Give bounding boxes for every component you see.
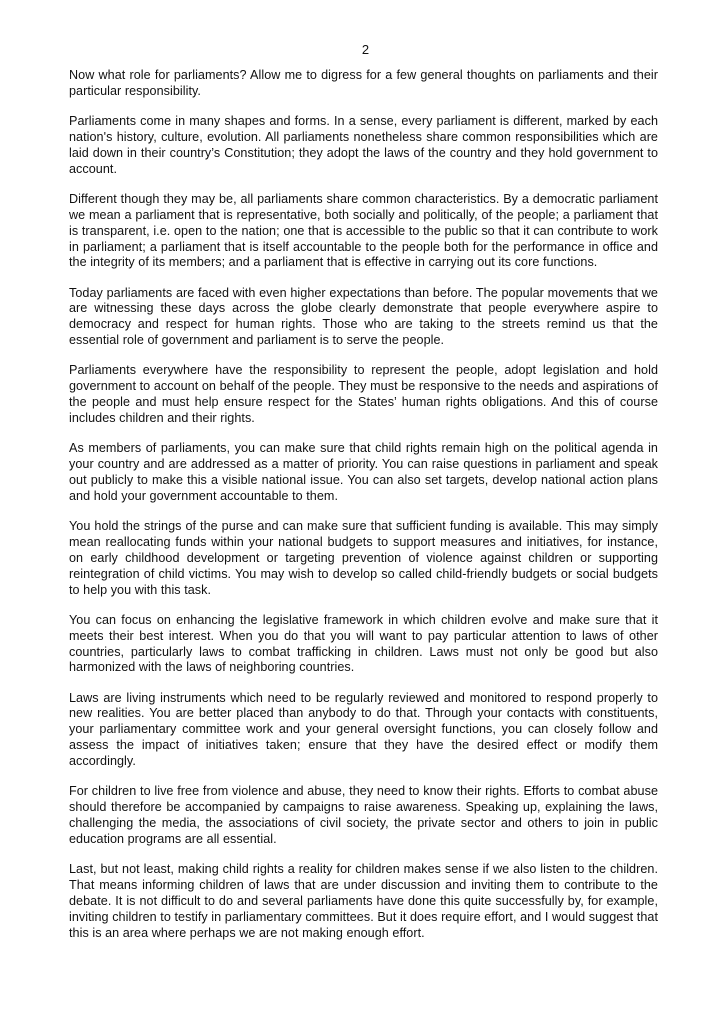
page-number: 2 (361, 42, 370, 57)
paragraph-common-characteristics: Different though they may be, all parliaments share common characteristics. By a democratic parliament we mean a parliament that is representative, both socially and politically, of the people; a parliament that is transparent, i.e. open to the nation; one that is accessible to the public so that it can contribute to work in parliament; a parliament that is itself accountable to the people both for the performance in office and the integrity of its members; and a parliament that is effective in carrying out its core functions. (69, 191, 658, 270)
paragraph-awareness: For children to live free from violence and abuse, they need to know their rights. Efforts to combat abuse should therefore be accompanied by campaigns to raise awareness. Speaking up, explaining the laws, challenging the media, the associations of civil society, the private sector and others to join in public education programs are all essential. (69, 784, 658, 846)
paragraph-higher-expectations: Today parliaments are faced with even higher expectations than before. The popular movements that we are witnessing these days across the globe clearly demonstrate that people everywhere aspire to democracy and respect for human rights. Those who are taking to the streets remind us that the essential role of government and parliament is to serve the people. (69, 285, 658, 348)
paragraph-role-of-parliaments: Now what role for parliaments? Allow me to digress for a few general thoughts on parliaments and their particular responsibility. (69, 68, 658, 98)
paragraph-living-instruments: Laws are living instruments which need to be regularly reviewed and monitored to respond properly to new realities. You are better placed than anybody to do that. Through your contacts with constituents, your parliamentary committee work and your general oversight functions, you can closely follow and assess the impact of initiatives taken; ensure that they have the desired effect or modify them accordingly. (69, 690, 658, 769)
paragraph-responsibility: Parliaments everywhere have the responsibility to represent the people, adopt legislation and hold government to account on behalf of the people. They must be responsive to the needs and aspirations of the people and must help ensure respect for the States’ human rights obligations. And this of course includes children and their rights. (69, 363, 658, 426)
paragraph-shapes-and-forms: Parliaments come in many shapes and forms. In a sense, every parliament is different, marked by each nation's history, culture, evolution. All parliaments nonetheless share common responsibilities which are laid down in their country’s Constitution; they adopt the laws of the country and they hold government to account. (69, 114, 658, 176)
paragraph-legislative-framework: You can focus on enhancing the legislative framework in which children evolve and make sure that it meets their best interest. When you do that you will want to pay particular attention to laws of other countries, particularly laws to combat trafficking in children. Laws must not only be good but also harmonized with the laws of neighboring countries. (69, 612, 658, 675)
paragraph-funding: You hold the strings of the purse and can make sure that sufficient funding is available. This may simply mean reallocating funds within your national budgets to support measures and initiatives, for instance, on early childhood development or targeting prevention of violence against children or supporting reintegration of child victims. You may wish to develop so called child-friendly budgets or social budgets to help you with this task. (69, 518, 658, 597)
paragraph-listen-to-children: Last, but not least, making child rights a reality for children makes sense if we also listen to the children. That means informing children of laws that are under discussion and inviting them to contribute to the debate. It is not difficult to do and several parliaments have done this quite successfully by, for example, inviting children to testify in parliamentary committees. But it does require effort, and I would suggest that this is an area where perhaps we are not making enough effort. (69, 862, 658, 940)
paragraph-political-agenda: As members of parliaments, you can make sure that child rights remain high on the political agenda in your country and are addressed as a matter of priority. You can raise questions in parliament and speak out publicly to make this a visible national issue. You can also set targets, develop national action plans and hold your government accountable to them. (69, 441, 658, 503)
